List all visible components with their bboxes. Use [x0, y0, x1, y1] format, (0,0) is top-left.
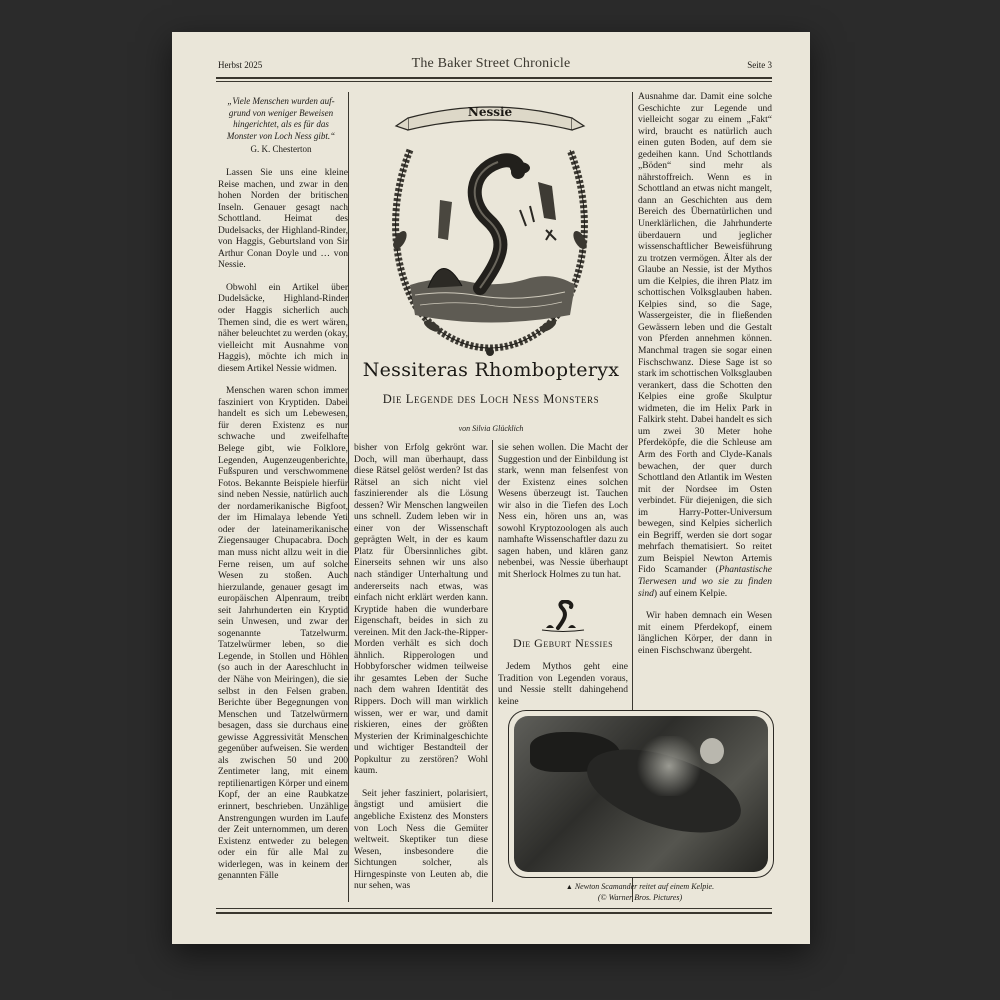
paragraph: sie sehen wollen. Die Macht der Suggestion und der Einbildung ist stark, wenn man felsenfest von der Existenz eines solchen Wesens überzeugt ist. Tauchen wir also in die Tiefen des Loch Ness ein, hören uns an, was sowohl Kryptozoologen als auch namhafte Wissenschaftler dazu zu sagen haben, und klären ganz nebenbei, was Nessie überhaupt mit Sherlock Holmes zu tun hat. [498, 443, 628, 581]
photo-frame [508, 710, 774, 878]
column-divider [348, 92, 349, 902]
column-3-continued [498, 662, 628, 710]
paragraph: Lassen Sie uns eine kleine Reise machen, und zwar in den hohen Norden der britischen Inseln. Genauer gesagt nach Schottland. Heimat des Dudelsacks, der Highland-Rinder, von Haggis, Geburtsland von Sir Arthur Conan Doyle und … von Nessie. [218, 168, 348, 271]
issue-label: Herbst 2025 [218, 60, 263, 70]
paragraph [638, 92, 772, 600]
paragraph: Menschen waren schon immer fasziniert von Kryptiden. Dabei handelt es sich um Lebewesen, für deren Existenz es nur schwache und zweifelhafte Belege gibt, wie Folklore, Legenden, Augenzeugenberichte, Fußspuren und verschwommene Fotos. Bekannte Beispiele hierfür sind neben Nessie, natürlich auch der nordamerikanische Bigfoot, der im Himalaya lebende Yeti oder der lateinamerikanische Ziegensauger Chupacabra. Doch man muss nicht allzu weit in die Ferne reisen, um auf solche Wesen zu stoßen. Auch hierzulande, genauer gesagt im europäischen Alpenraum, treibt seit Jahrhunderten ein Kryptid sein Unwesen, und zwar der sogenannte Tatzelwurm. Tatzelwürmer leben, so die Legende, in Stollen und Höhlen (so auch in der Aareschlucht in der Nähe von Meiringen), die sie selbst in den Felsen graben. Berichte über Begegnungen von Menschen und Tatzelwürmern besagen, dass sie durchaus eine gewisse Aggressivität Menschen gegenüber aufweisen. Sie werden als zwischen 50 und 200 Zentimeter lang, mit einem reptilienartigen Körper und einem Kopf, der an eine Raubkatze erinnert, beschrieben. Unzählige Anstrengungen wurden im Laufe der Zeit unternommen, um deren Existenz entweder zu belegen oder ein für alle Mal zu widerlegen, was in keinem der genannten Fälle [218, 386, 348, 882]
column-1 [218, 168, 348, 906]
column-3 [498, 443, 628, 603]
paragraph: Wir haben demnach ein Wesen mit einem Pferdekopf, einem länglichen Körper, der dann in einen Fischschwanz übergeht. [638, 611, 772, 656]
article-subtitle: Die Legende des Loch Ness Monsters [382, 392, 600, 406]
water-spray [634, 736, 704, 796]
paragraph: Seit jeher fasziniert, polarisiert, ängstigt und amüsiert die angebliche Existenz des Monsters von Loch Ness die Gemüter weltweit. Skeptiker tun diese Wesen, insbesondere die Sichtungen solcher, als Hirngespinste von Leuten ab, die nur sehen, was [354, 788, 488, 892]
paragraph-text: ) auf einem Kelpie. [653, 588, 728, 599]
sea-serpent-illustration [370, 90, 610, 360]
footer-rule-top [216, 908, 772, 909]
article-byline: von Silvia Glücklich [458, 424, 524, 433]
caption-line-2: (© Warner Bros. Pictures) [597, 892, 683, 902]
article-title: Nessiteras Rhombopteryx [362, 359, 620, 381]
photo-caption [502, 882, 778, 903]
paragraph: Jedem Mythos geht eine Tradition von Legenden voraus, und Nessie stellt dahingehend keine [498, 662, 628, 707]
footer-rule-bottom [216, 912, 772, 914]
newspaper-page [172, 32, 810, 944]
photo-image [514, 716, 768, 872]
paragraph: bisher von Erfolg gekrönt war. Doch, will man überhaupt, dass diese Rätsel gelöst werden? Ist das Rätsel an sich nicht viel faszinierender als die Lösung dessen? Wir Menschen langweilen uns schnell. Zudem leben wir in einer von der Wissenschaft geprägten Welt, in der es kaum Platz für Übersinnliches gibt. Einerseits sehnen wir uns also nach ständiger Unterhaltung und andererseits nach etwas, was einfach nicht erklärt werden kann. Kryptide haben die wunderbare Eigenschaft, beides in sich zu vereinen. Mit den Jack-the-Ripper-Morden verhält es sich doch ähnlich. Ripperologen und Hobbyforscher widmen teilweise ihr gesamtes Leben der Suche nach dem wahren Identität des Rippers. Doch will man wirklich wissen, wer er war, und damit riskieren, eines der größten Mysterien der Kriminalgeschichte und wichtiger Bestandteil der Popkultur zu zerstören? Wohl kaum. [354, 443, 488, 777]
quote-block [218, 96, 344, 154]
quote-text: „Viele Menschen wurden auf-grund von weniger Beweisen hingerichtet, als es für das Monster von Loch Ness gibt.“ [226, 96, 336, 141]
paragraph-text: Ausnahme dar. Damit eine solche Geschichte zur Legende und vielleicht sogar zu einem „Fakt“ wird, braucht es natürlich auch einen guten Boden, auf dem sie gedeihen kann. Und Schottlands „Böden“ sind mehr als nährstoffreich. Wenn es in Schottland an etwas nicht mangelt, dann an Geschichten aus dem Bereich des Übernatürlichen und Unerklärlichen, die Jahrhunderte überdauern und jeglicher wissenschaftlicher Beweisführung zu trotzen vermögen. Älter als der Glaube an Nessie, ist der Mythos um die Kelpies, die ihren Platz im schottischen Volksglauben haben. Kelpies sind, so die Sage, Wassergeister, die in fließenden Gewässern leben und die Gestalt von Pferden annehmen können. Manchmal tragen sie sogar einen Fischschwanz. Diese Sage ist so stark im schottischen Volksglauben verankert, dass die Schotten den Kelpies eine große Skulptur widmeten, die im Helix Park in Falkirk steht. Dabei handelt es sich um zwei 30 Meter hohe Pferdeköpfe, die die Schleuse am Arm des Forth and Clyde-Kanals bewachen, der quer durch Schottland den Atlantik im Westen mit der Nordsee im Osten verbindet. Für diejenigen, die sich im Harry-Potter-Universum bewegen, sind Kelpies sicherlich ein Begriff, werden sie dort sogar mehrfach thematisiert. So reitet zum Beispiel Newton Artemis Fido Scamander ( [638, 92, 772, 576]
header-rule-bottom [216, 81, 772, 82]
column-4 [638, 92, 772, 712]
paragraph: Obwohl ein Artikel über Dudelsäcke, Highland-Rinder oder Haggis sicherlich auch Themen sind, die es wert wären, näher beleuchtet zu werden (okay, vielleicht mit Ausnahme von Haggis), möchte ich mich in diesem Artikel Nessie widmen. [218, 282, 348, 374]
book-title: Phantastische Tierwesen und wo sie zu finden sind [638, 565, 772, 599]
page-number: Seite 3 [747, 60, 772, 70]
nessie-silhouette-icon [538, 600, 588, 634]
caption-marker-icon: ▲ [565, 883, 573, 891]
column-2 [354, 443, 488, 905]
caption-line-1: Newton Scamander reitet auf einem Kelpie. [574, 882, 715, 891]
section-heading: Die Geburt Nessies [512, 636, 614, 650]
quote-author: G. K. Chesterton [250, 144, 312, 154]
column-divider [492, 440, 493, 902]
banner-text: Nessie [467, 105, 513, 119]
masthead-title: The Baker Street Chronicle [411, 56, 571, 71]
header-rule-top [216, 77, 772, 79]
